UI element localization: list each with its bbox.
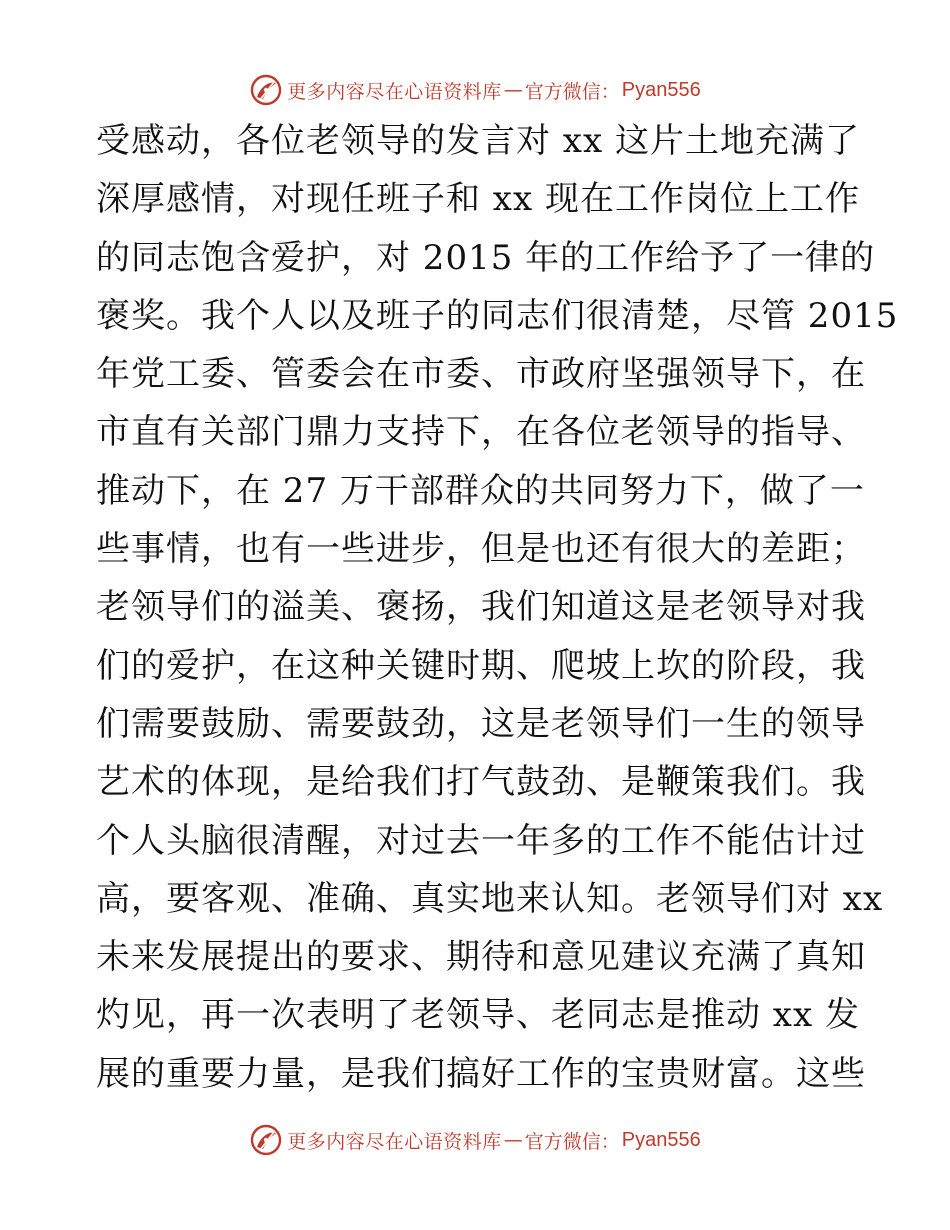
header-wechat-id: Pyan556 [621,78,701,101]
body-line: 年党工委、管委会在市委、市政府坚强领导下，在 [96,354,866,395]
footer-separator: — [503,1129,523,1151]
footer-wechat-id: Pyan556 [621,1128,701,1151]
header-banner-text: 更多内容尽在心语资料库 [287,80,502,103]
body-line: 市直有关部门鼎力支持下，在各位老领导的指导、 [96,412,866,453]
body-line: 些事情，也有一些进步，但是也还有很大的差距； [96,529,866,570]
footer-wechat-label: 官方微信： [524,1130,620,1153]
footer-banner-text: 更多内容尽在心语资料库 [287,1130,502,1153]
header-banner [0,72,950,108]
header-separator: — [503,79,523,101]
body-line: 褒奖。我个人以及班子的同志们很清楚，尽管 2015 [96,295,899,336]
body-line: 的同志饱含爱护，对 2015 年的工作给予了一律的 [96,237,876,278]
body-line: 展的重要力量，是我们搞好工作的宝贵财富。这些 [96,1053,866,1094]
body-line: 未来发展提出的要求、期待和意见建议充满了真知 [96,937,866,978]
body-line: 高，要客观、准确、真实地来认知。老领导们对 xx [96,878,884,919]
body-line: 艺术的体现，是给我们打气鼓劲、是鞭策我们。我 [96,762,866,803]
body-line: 们的爱护，在这种关键时期、爬坡上坎的阶段，我 [96,645,866,686]
body-line: 们需要鼓励、需要鼓劲，这是老领导们一生的领导 [96,703,866,744]
body-line: 受感动，各位老领导的发言对 xx 这片土地充满了 [96,121,860,161]
body-line: 推动下，在 27 万干部群众的共同努力下，做了一 [96,470,865,511]
body-line: 老领导们的溢美、褒扬，我们知道这是老领导对我 [96,587,866,628]
footer-banner [0,1122,950,1158]
pen-logo-icon [249,73,283,107]
body-line: 个人头脑很清醒，对过去一年多的工作不能估计过 [96,820,866,861]
body-line: 深厚感情，对现任班子和 xx 现在工作岗位上工作 [96,179,860,220]
body-line: 灼见，再一次表明了老领导、老同志是推动 xx 发 [96,995,860,1036]
pen-logo-icon [249,1123,283,1157]
document-body [96,112,899,1103]
header-wechat-label: 官方微信： [524,80,620,103]
